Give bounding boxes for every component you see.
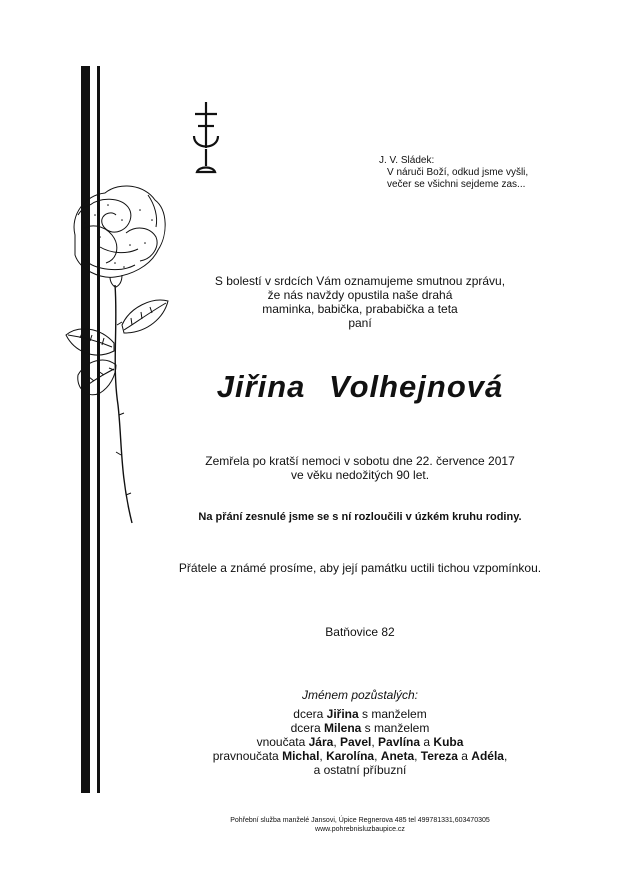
mourner-name: Pavlína: [378, 735, 421, 749]
death-line: ve věku nedožitých 90 let.: [290, 468, 430, 482]
mourner-name: Milena: [323, 721, 362, 735]
mourner-line: [140, 749, 580, 763]
mourner-name: Michal: [282, 749, 320, 763]
intro-line: S bolestí v srdcích Vám oznamujeme smutnou zprávu,: [214, 274, 506, 288]
mourner-text: ,: [371, 735, 379, 749]
funeral-service-footer: [140, 816, 580, 834]
intro-line: paní: [348, 316, 372, 330]
mourner-text: a ostatní příbuzní: [313, 763, 407, 777]
mourner-name: Kuba: [433, 735, 464, 749]
mourner-text: vnoučata: [256, 735, 309, 749]
footer-website: www.pohrebnisluzbaupice.cz: [315, 826, 405, 833]
mourner-text: s manželem: [358, 707, 427, 721]
friends-request: Přátele a známé prosíme, aby její památku uctili tichou vzpomínkou.: [178, 561, 542, 575]
mourner-text: s manželem: [361, 721, 430, 735]
funeral-wish: Na přání zesnulé jsme se s ní rozloučili v úzkém kruhu rodiny.: [198, 511, 522, 523]
mourner-name: Karolína: [326, 749, 375, 763]
mourner-name: Aneta: [380, 749, 415, 763]
announcement-intro: [140, 274, 580, 330]
mourners-title: Jménem pozůstalých:: [301, 688, 419, 702]
mourner-text: ,: [333, 735, 340, 749]
cross-chalice-icon: [189, 100, 223, 178]
footer-line: Pohřební služba manželé Jansovi, Úpice Regnerova 485 tel 499781331,603470305: [230, 817, 490, 824]
quote-line: večer se všichni sejdeme zas...: [387, 179, 526, 190]
mourner-text: dcera: [293, 707, 327, 721]
mourner-text: pravnoučata: [212, 749, 283, 763]
mourner-name: Jára: [308, 735, 334, 749]
mourner-name: Jiřina: [326, 707, 359, 721]
mourner-name: Pavel: [340, 735, 372, 749]
mourner-name: Adéla: [471, 749, 504, 763]
mourner-text: a: [457, 749, 472, 763]
mourner-name: Tereza: [420, 749, 458, 763]
mourners-list: [140, 707, 580, 777]
mourner-line: [140, 707, 580, 721]
quote-block: [365, 155, 605, 191]
mourner-text: ,: [503, 749, 508, 763]
address: Batňovice 82: [325, 625, 395, 639]
mourner-text: ,: [319, 749, 327, 763]
death-details: [140, 454, 580, 482]
intro-line: maminka, babička, prababička a teta: [262, 302, 458, 316]
mourner-line: [140, 721, 580, 735]
mourner-line: [140, 735, 580, 749]
quote-author: J. V. Sládek:: [379, 155, 435, 166]
quote-line: V náruči Boží, odkud jsme vyšli,: [387, 167, 529, 178]
mourner-text: a: [420, 735, 434, 749]
deceased-name: Jiřina Volhejnová: [216, 369, 504, 404]
mourner-text: dcera: [290, 721, 324, 735]
intro-line: že nás navždy opustila naše drahá: [267, 288, 453, 302]
mourner-line: [140, 763, 580, 777]
mourner-text: ,: [374, 749, 381, 763]
death-line: Zemřela po kratší nemoci v sobotu dne 22. července 2017: [205, 454, 515, 468]
mourner-text: ,: [414, 749, 421, 763]
